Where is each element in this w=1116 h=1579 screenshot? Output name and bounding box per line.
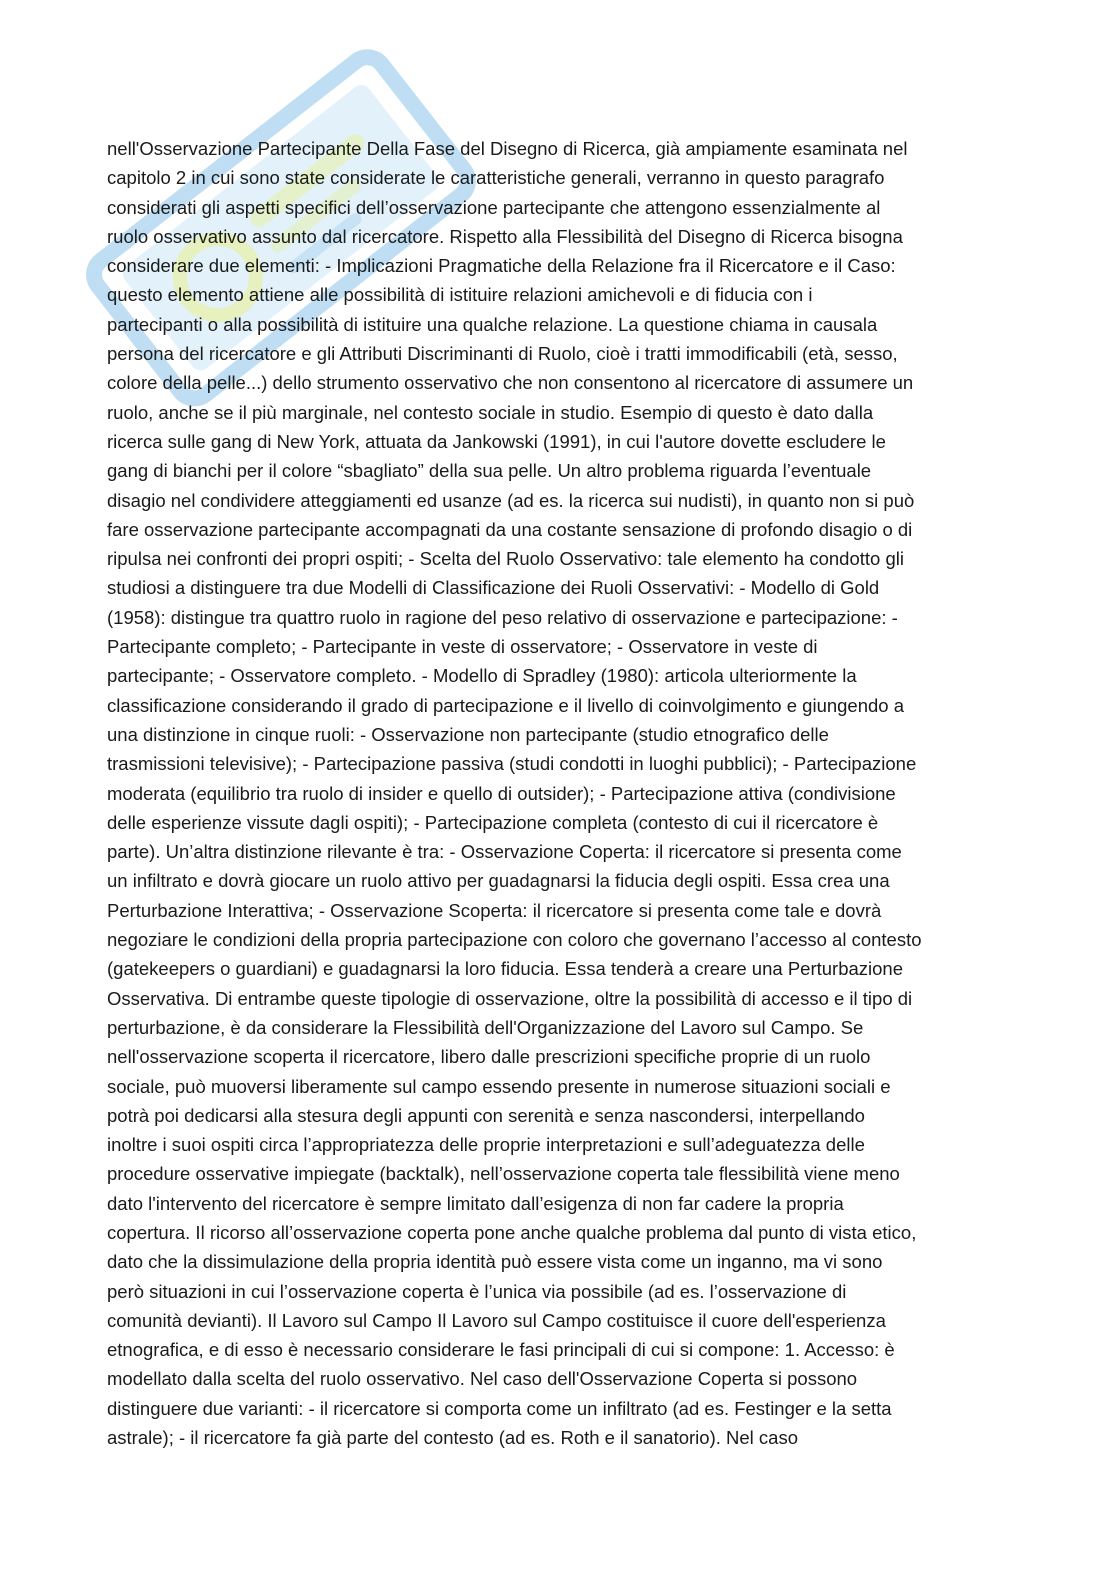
text-line: inoltre i suoi ospiti circa l’appropriatezza delle proprie interpretazioni e sull’adeguatezza delle — [107, 1134, 865, 1156]
text-line: sociale, può muoversi liberamente sul campo essendo presente in numerose situazioni sociali e — [107, 1075, 891, 1097]
text-line: capitolo 2 in cui sono state considerate le caratteristiche generali, verranno in questo paragrafo — [107, 167, 885, 189]
text-line: potrà poi dedicarsi alla stesura degli appunti con serenità e senza nascondersi, interpellando — [107, 1104, 865, 1126]
text-line: comunità devianti). Il Lavoro sul Campo Il Lavoro sul Campo costituisce il cuore dell'esperienza — [107, 1309, 886, 1331]
text-line: astrale); - il ricercatore fa già parte del contesto (ad es. Roth e il sanatorio). Nel caso — [107, 1427, 798, 1449]
text-line: (1958): distingue tra quattro ruolo in ragione del peso relativo di osservazione e partecipazione: - — [107, 606, 898, 628]
text-line: partecipanti o alla possibilità di istituire una qualche relazione. La questione chiama in causala — [107, 313, 878, 335]
text-line: copertura. Il ricorso all’osservazione coperta pone anche qualche problema dal punto di vista etico, — [107, 1221, 917, 1243]
text-line: ruolo osservativo assunto dal ricercatore. Rispetto alla Flessibilità del Disegno di Ricerca bisogna — [107, 225, 903, 247]
text-line: dato che la dissimulazione della propria identità può essere vista come un inganno, ma vi sono — [107, 1251, 883, 1273]
text-line: classificazione considerando il grado di partecipazione e il livello di coinvolgimento e giungendo a — [107, 694, 905, 716]
text-line: parte). Un’altra distinzione rilevante è tra: - Osservazione Coperta: il ricercatore si presenta come — [107, 841, 902, 863]
text-line: persona del ricercatore e gli Attributi Discriminanti di Ruolo, cioè i tratti immodificabili (età, sesso, — [107, 343, 898, 365]
text-line: distinguere due varianti: - il ricercatore si comporta come un infiltrato (ad es. Festinger e la setta — [107, 1397, 892, 1419]
text-line: moderata (equilibrio tra ruolo di insider e quello di outsider); - Partecipazione attiva (condivisione — [107, 782, 896, 804]
text-line: un infiltrato e dovrà giocare un ruolo attivo per guadagnarsi la fiducia degli ospiti. Essa crea una — [107, 870, 890, 892]
text-line: considerare due elementi: - Implicazioni Pragmatiche della Relazione fra il Ricercatore e il Caso: — [107, 255, 896, 277]
text-line: ruolo, anche se il più marginale, nel contesto sociale in studio. Esempio di questo è dato dalla — [107, 401, 874, 423]
text-line: etnografica, e di esso è necessario considerare le fasi principali di cui si compone: 1. Accesso: è — [107, 1339, 895, 1361]
text-line: Perturbazione Interattiva; - Osservazione Scoperta: il ricercatore si presenta come tale e dovrà — [107, 899, 882, 921]
text-line: partecipante; - Osservatore completo. - Modello di Spradley (1980): articola ulteriormente la — [107, 665, 857, 687]
text-line: delle esperienze vissute dagli ospiti); - Partecipazione completa (contesto di cui il ricercatore è — [107, 811, 879, 833]
text-line: una distinzione in cinque ruoli: - Osservazione non partecipante (studio etnografico delle — [107, 723, 829, 745]
text-line: procedure osservative impiegate (backtalk), nell’osservazione coperta tale flessibilità viene meno — [107, 1163, 900, 1185]
text-line: però situazioni in cui l’osservazione coperta è l’unica via possibile (ad es. l’osservazione di — [107, 1280, 847, 1302]
text-line: (gatekeepers o guardiani) e guadagnarsi la loro fiducia. Essa tenderà a creare una Perturbazione — [107, 958, 903, 980]
text-line: fare osservazione partecipante accompagnati da una costante sensazione di profondo disagio o di — [107, 518, 913, 540]
text-line: ricerca sulle gang di New York, attuata da Jankowski (1991), in cui l'autore dovette escludere le — [107, 430, 886, 452]
document-text — [107, 134, 1007, 1452]
text-line: trasmissioni televisive); - Partecipazione passiva (studi condotti in luoghi pubblici); - Partecipazione — [107, 753, 917, 775]
text-line: questo elemento attiene alle possibilità di istituire relazioni amichevoli e di fiducia con i — [107, 284, 813, 306]
text-line: perturbazione, è da considerare la Flessibilità dell'Organizzazione del Lavoro sul Campo. Se — [107, 1016, 864, 1038]
text-line: disagio nel condividere atteggiamenti ed usanze (ad es. la ricerca sui nudisti), in quanto non si può — [107, 489, 915, 511]
text-line: nell'Osservazione Partecipante Della Fase del Disegno di Ricerca, già ampiamente esaminata nel — [107, 138, 908, 159]
text-line: colore della pelle...) dello strumento osservativo che non consentono al ricercatore di assumere un — [107, 372, 914, 394]
text-line: ripulsa nei confronti dei propri ospiti; - Scelta del Ruolo Osservativo: tale elemento ha condotto gli — [107, 548, 904, 570]
text-line: studiosi a distinguere tra due Modelli di Classificazione dei Ruoli Osservativi: - Modello di Gold — [107, 577, 880, 599]
text-line: nell'osservazione scoperta il ricercatore, libero dalle prescrizioni specifiche proprie di un ruolo — [107, 1046, 871, 1068]
text-line: gang di bianchi per il colore “sbagliato” della sua pelle. Un altro problema riguarda l’eventuale — [107, 460, 872, 482]
text-line: negoziare le condizioni della propria partecipazione con coloro che governano l’accesso al contesto — [107, 929, 922, 951]
text-line: Osservativa. Di entrambe queste tipologie di osservazione, oltre la possibilità di accesso e il tipo di — [107, 987, 913, 1009]
text-line: dato l'intervento del ricercatore è sempre limitato dall’esigenza di non far cadere la propria — [107, 1192, 844, 1214]
text-line: modellato dalla scelta del ruolo osservativo. Nel caso dell'Osservazione Coperta si possono — [107, 1368, 858, 1390]
text-line: Partecipante completo; - Partecipante in veste di osservatore; - Osservatore in veste di — [107, 636, 818, 658]
text-line: considerati gli aspetti specifici dell’osservazione partecipante che attengono essenzialmente al — [107, 196, 881, 218]
